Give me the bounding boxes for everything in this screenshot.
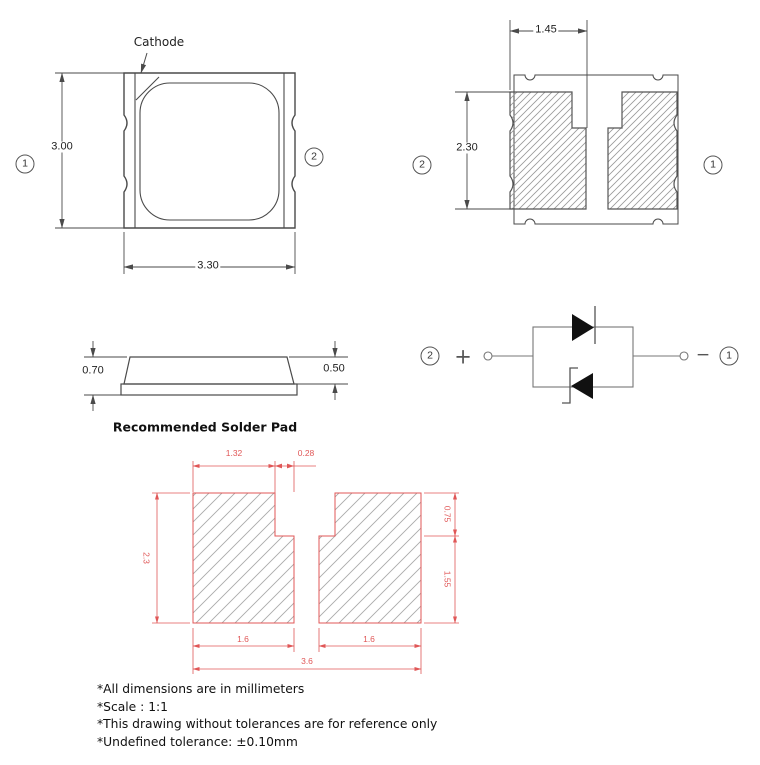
top-view [55,53,295,274]
dim-2-3 [152,493,190,623]
note-dimensions: *All dimensions are in millimeters [97,682,305,696]
zener-diode-triangle [571,373,593,399]
emitting-surface [140,83,279,220]
dim-label-3-30: 3.30 [197,259,219,272]
parallel-loop [533,327,633,387]
cathode-chamfer [136,77,159,100]
terminal-node-left [484,352,492,360]
dim-label-1-6-left: 1.6 [237,633,249,644]
led-diode-triangle [572,314,594,341]
dim-label-3-6: 3.6 [301,655,313,666]
dim-label-0-50: 0.50 [323,362,345,375]
dim-label-1-55: 1.55 [442,570,453,588]
note-reference: *This drawing without tolerances are for reference only [97,717,438,732]
pin-marker-1-bottomview: 1 [704,156,723,175]
pin-marker-1-topview: 1 [16,155,35,174]
dim-label-1-6-right: 1.6 [363,633,375,644]
package-outline [124,73,295,228]
body-trapezoid [124,357,294,384]
dim-label-3-00: 3.00 [51,140,73,153]
circuit-diagram [484,306,688,403]
dim-bottom-widths [193,628,421,674]
solder-pad-title: Recommended Solder Pad [112,419,298,435]
terminal-node-right [680,352,688,360]
solder-pad-left [193,493,294,623]
solder-pad-view [152,461,459,674]
pad-left-hatched [510,92,586,209]
pin-marker-2-circuit: 2 [421,347,440,366]
note-tolerance: *Undefined tolerance: ±0.10mm [97,734,298,749]
dim-0-28 [275,461,316,492]
dim-label-2-30: 2.30 [456,141,478,154]
dim-label-2-3: 2.3 [141,552,152,564]
note-scale: *Scale : 1:1 [97,699,168,714]
bottom-view [455,20,678,224]
dim-label-1-32: 1.32 [225,447,243,458]
pin-marker-2-bottomview: 2 [413,156,432,175]
drawing-notes [97,681,437,751]
dim-label-0-28: 0.28 [297,447,315,458]
dim-label-0-75: 0.75 [442,505,453,523]
cathode-label: Cathode [133,35,185,49]
pad-right-hatched [608,92,677,209]
pin-marker-2-topview: 2 [305,148,324,167]
base-plate [121,384,297,395]
minus-sign: − [695,345,711,366]
side-view [84,341,348,411]
pin-marker-1-circuit: 1 [720,347,739,366]
dim-label-0-70: 0.70 [82,364,104,377]
plus-sign: + [454,344,472,369]
solder-pad-right [319,493,421,623]
dim-label-1-45: 1.45 [535,23,557,36]
cathode-leader-arrow [141,53,147,73]
